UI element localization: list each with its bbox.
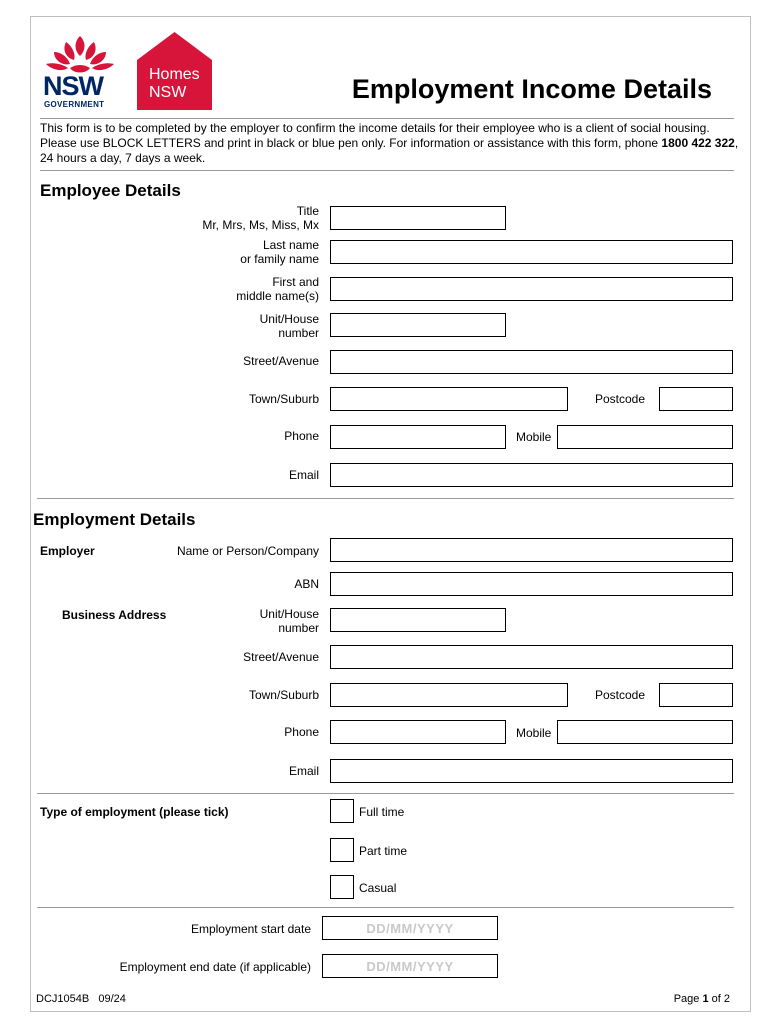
start-date-label: Employment start date — [190, 922, 311, 936]
first-name-label-line2: middle name(s) — [236, 289, 319, 303]
casual-checkbox[interactable] — [330, 875, 354, 899]
page-title: Employment Income Details — [351, 74, 712, 104]
employee-mobile-field[interactable] — [557, 425, 733, 449]
full-time-checkbox[interactable] — [330, 799, 354, 823]
divider — [37, 498, 734, 499]
divider — [40, 170, 734, 171]
divider — [40, 118, 734, 119]
end-date-field[interactable]: DD/MM/YYYY — [322, 954, 498, 978]
last-name-label-line2: or family name — [240, 252, 319, 266]
abn-field[interactable] — [330, 572, 733, 596]
employer-name-field[interactable] — [330, 538, 733, 562]
abn-label: ABN — [294, 577, 319, 591]
page-number-current: 1 — [702, 993, 709, 1005]
intro-text-part1: This form is to be completed by the employer to confirm the income details for their employee who is a client of social housing. Please use BLOCK LETTERS and print in black or blue pen only. For information or assistance with this form, phone — [40, 121, 710, 150]
employer-name-label: Name or Person/Company — [176, 544, 319, 558]
town-label: Town/Suburb — [248, 392, 319, 406]
intro-phone: 1800 422 322 — [661, 136, 735, 150]
homes-logo-line2: NSW — [149, 84, 187, 101]
street-label: Street/Avenue — [243, 354, 319, 368]
title-label — [202, 204, 319, 232]
first-name-label — [236, 275, 319, 303]
business-street-field[interactable] — [330, 645, 733, 669]
business-mobile-label: Mobile — [516, 726, 552, 740]
homes-nsw-logo — [137, 32, 212, 110]
title-label-line2: Mr, Mrs, Ms, Miss, Mx — [202, 218, 319, 232]
casual-label: Casual — [359, 881, 397, 895]
waratah-icon — [40, 32, 120, 76]
intro-text — [40, 121, 740, 166]
divider — [37, 793, 734, 794]
form-code: DCJ1054B 09/24 — [36, 993, 126, 1005]
business-unit-label-line1: Unit/House — [259, 607, 319, 621]
business-unit-label — [260, 607, 319, 635]
phone-label: Phone — [284, 429, 319, 443]
employer-label: Employer — [40, 544, 95, 558]
start-date-field[interactable]: DD/MM/YYYY — [322, 916, 498, 940]
page-number — [674, 993, 730, 1005]
business-postcode-field[interactable] — [659, 683, 733, 707]
government-logo-subtext: GOVERNMENT — [44, 100, 105, 109]
employee-phone-field[interactable] — [330, 425, 506, 449]
unit-house-label-line2: number — [278, 326, 319, 340]
business-unit-label-line2: number — [278, 621, 319, 635]
page-number-suffix: of 2 — [708, 993, 730, 1005]
last-name-label — [240, 238, 319, 266]
employment-details-heading: Employment Details — [33, 510, 196, 529]
divider — [37, 907, 734, 908]
employee-town-field[interactable] — [330, 387, 568, 411]
part-time-checkbox[interactable] — [330, 838, 354, 862]
employment-type-label: Type of employment (please tick) — [40, 805, 229, 819]
employee-email-field[interactable] — [330, 463, 733, 487]
end-date-label: Employment end date (if applicable) — [119, 960, 311, 974]
employee-last-name-field[interactable] — [330, 240, 733, 264]
employee-street-field[interactable] — [330, 350, 733, 374]
nsw-logo-text: NSW — [43, 71, 103, 101]
first-name-label-line1: First and — [272, 275, 319, 289]
business-mobile-field[interactable] — [557, 720, 733, 744]
business-phone-field[interactable] — [330, 720, 506, 744]
employee-unit-field[interactable] — [330, 313, 506, 337]
employee-title-field[interactable] — [330, 206, 506, 230]
business-town-field[interactable] — [330, 683, 568, 707]
page-number-prefix: Page — [673, 993, 703, 1005]
part-time-label: Part time — [359, 844, 408, 858]
email-label: Email — [288, 468, 319, 482]
business-unit-field[interactable] — [330, 608, 506, 632]
intro-text-part2: , 24 hours a day, 7 days a week. — [40, 136, 739, 165]
postcode-label: Postcode — [595, 392, 646, 406]
business-address-label: Business Address — [62, 608, 167, 622]
last-name-label-line1: Last name — [262, 238, 319, 252]
employee-first-name-field[interactable] — [330, 277, 733, 301]
homes-logo-line1: Homes — [149, 66, 200, 83]
business-phone-label: Phone — [284, 725, 319, 739]
nsw-government-logo — [40, 32, 120, 110]
unit-house-label-line1: Unit/House — [259, 312, 319, 326]
business-email-field[interactable] — [330, 759, 733, 783]
business-town-label: Town/Suburb — [248, 688, 319, 702]
employee-details-heading: Employee Details — [40, 181, 181, 200]
employee-postcode-field[interactable] — [659, 387, 733, 411]
business-email-label: Email — [288, 764, 319, 778]
unit-house-label — [260, 312, 319, 340]
business-postcode-label: Postcode — [595, 688, 646, 702]
business-street-label: Street/Avenue — [243, 650, 319, 664]
full-time-label: Full time — [359, 805, 405, 819]
title-label-line1: Title — [296, 204, 319, 218]
mobile-label: Mobile — [516, 430, 552, 444]
